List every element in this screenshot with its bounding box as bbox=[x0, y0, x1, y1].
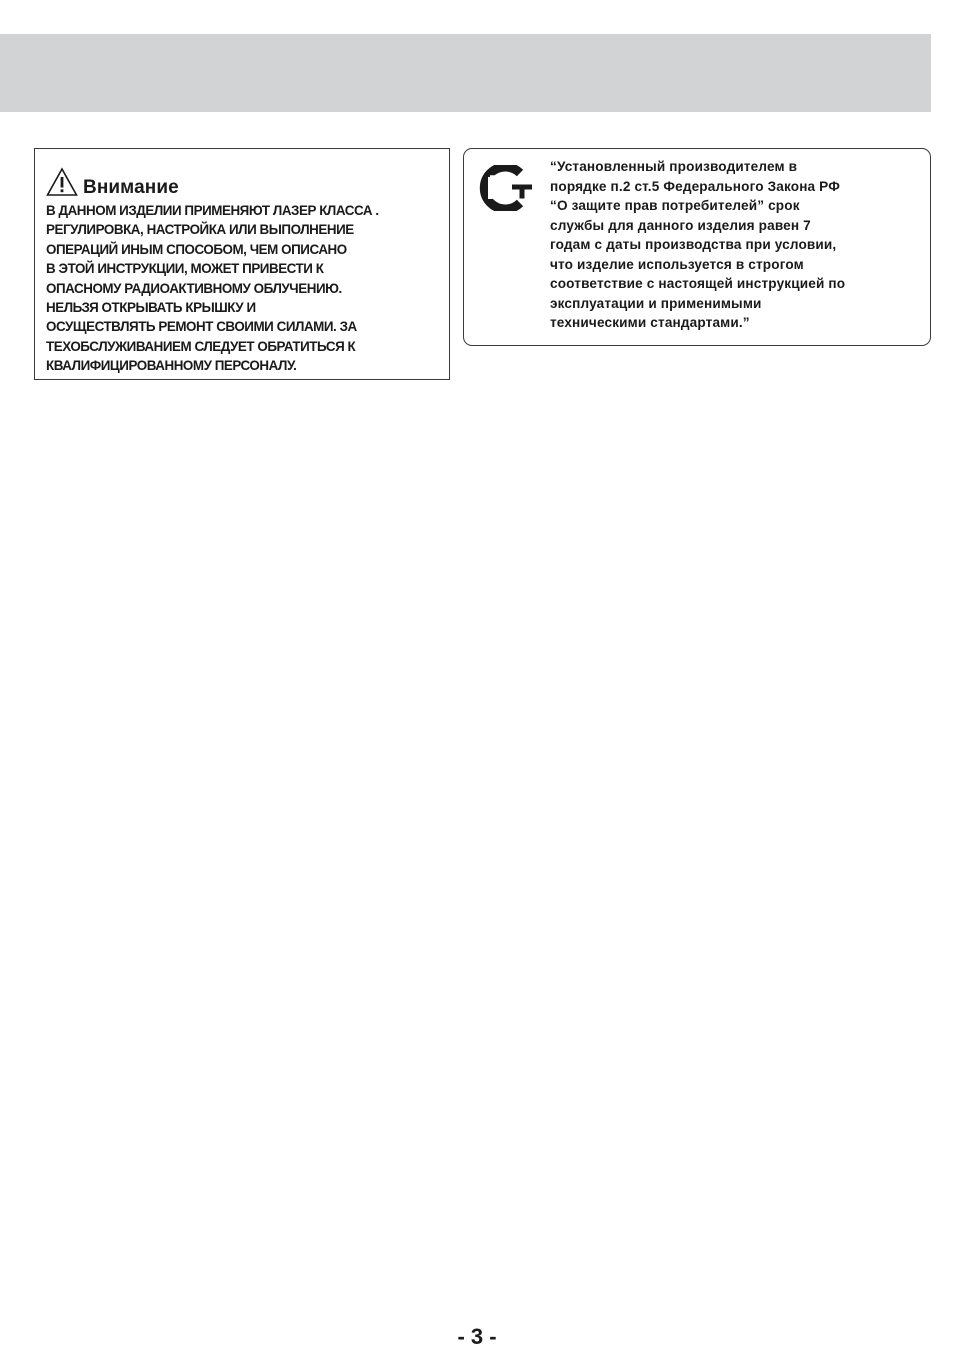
warning-line: В ЭТОЙ ИНСТРУКЦИИ, МОЖЕТ ПРИВЕСТИ К bbox=[46, 261, 324, 277]
certification-line: эксплуатации и применимыми bbox=[550, 295, 762, 311]
warning-title: Внимание bbox=[83, 177, 179, 198]
certification-line: что изделие используется в строгом bbox=[550, 256, 804, 272]
certification-line: “О защите прав потребителей” срок bbox=[550, 198, 800, 213]
warning-line: ОПЕРАЦИЙ ИНЫМ СПОСОБОМ, ЧЕМ ОПИСАНО bbox=[46, 241, 347, 257]
certification-line: порядке п.2 ст.5 Федерального Закона РФ bbox=[550, 178, 840, 194]
gost-r-certification-mark-icon bbox=[476, 165, 534, 211]
laser-warning-box bbox=[34, 148, 450, 380]
page-number: - 3 - bbox=[457, 1324, 497, 1349]
warning-line: ОПАСНОМУ РАДИОАКТИВНОМУ ОБЛУЧЕНИЮ. bbox=[46, 280, 342, 296]
certification-box bbox=[463, 148, 931, 346]
header-band bbox=[0, 34, 931, 112]
certification-line: “Установленный производителем в bbox=[550, 159, 798, 174]
warning-triangle-icon bbox=[46, 167, 78, 197]
certification-line: техническими стандартами.” bbox=[550, 315, 750, 330]
warning-line: КВАЛИФИЦИРОВАННОМУ ПЕРСОНАЛУ. bbox=[46, 358, 297, 374]
warning-line: ТЕХОБСЛУЖИВАНИЕМ СЛЕДУЕТ ОБРАТИТЬСЯ К bbox=[46, 338, 356, 354]
certification-text bbox=[550, 157, 845, 333]
warning-line: В ДАННОМ ИЗДЕЛИИ ПРИМЕНЯЮТ ЛАЗЕР КЛАССА . bbox=[46, 203, 379, 218]
warning-line: НЕЛЬЗЯ ОТКРЫВАТЬ КРЫШКУ И bbox=[46, 300, 256, 316]
certification-line: службы для данного изделия равен 7 bbox=[550, 217, 811, 233]
warning-line: ОСУЩЕСТВЛЯТЬ РЕМОНТ СВОИМИ СИЛАМИ. ЗА bbox=[46, 319, 357, 335]
certification-line: годам с даты производства при условии, bbox=[550, 237, 837, 252]
warning-text bbox=[46, 201, 439, 376]
certification-line: соответствие с настоящей инструкцией по bbox=[550, 276, 846, 291]
warning-line: РЕГУЛИРОВКА, НАСТРОЙКА ИЛИ ВЫПОЛНЕНИЕ bbox=[46, 222, 354, 238]
warning-heading bbox=[46, 161, 439, 197]
